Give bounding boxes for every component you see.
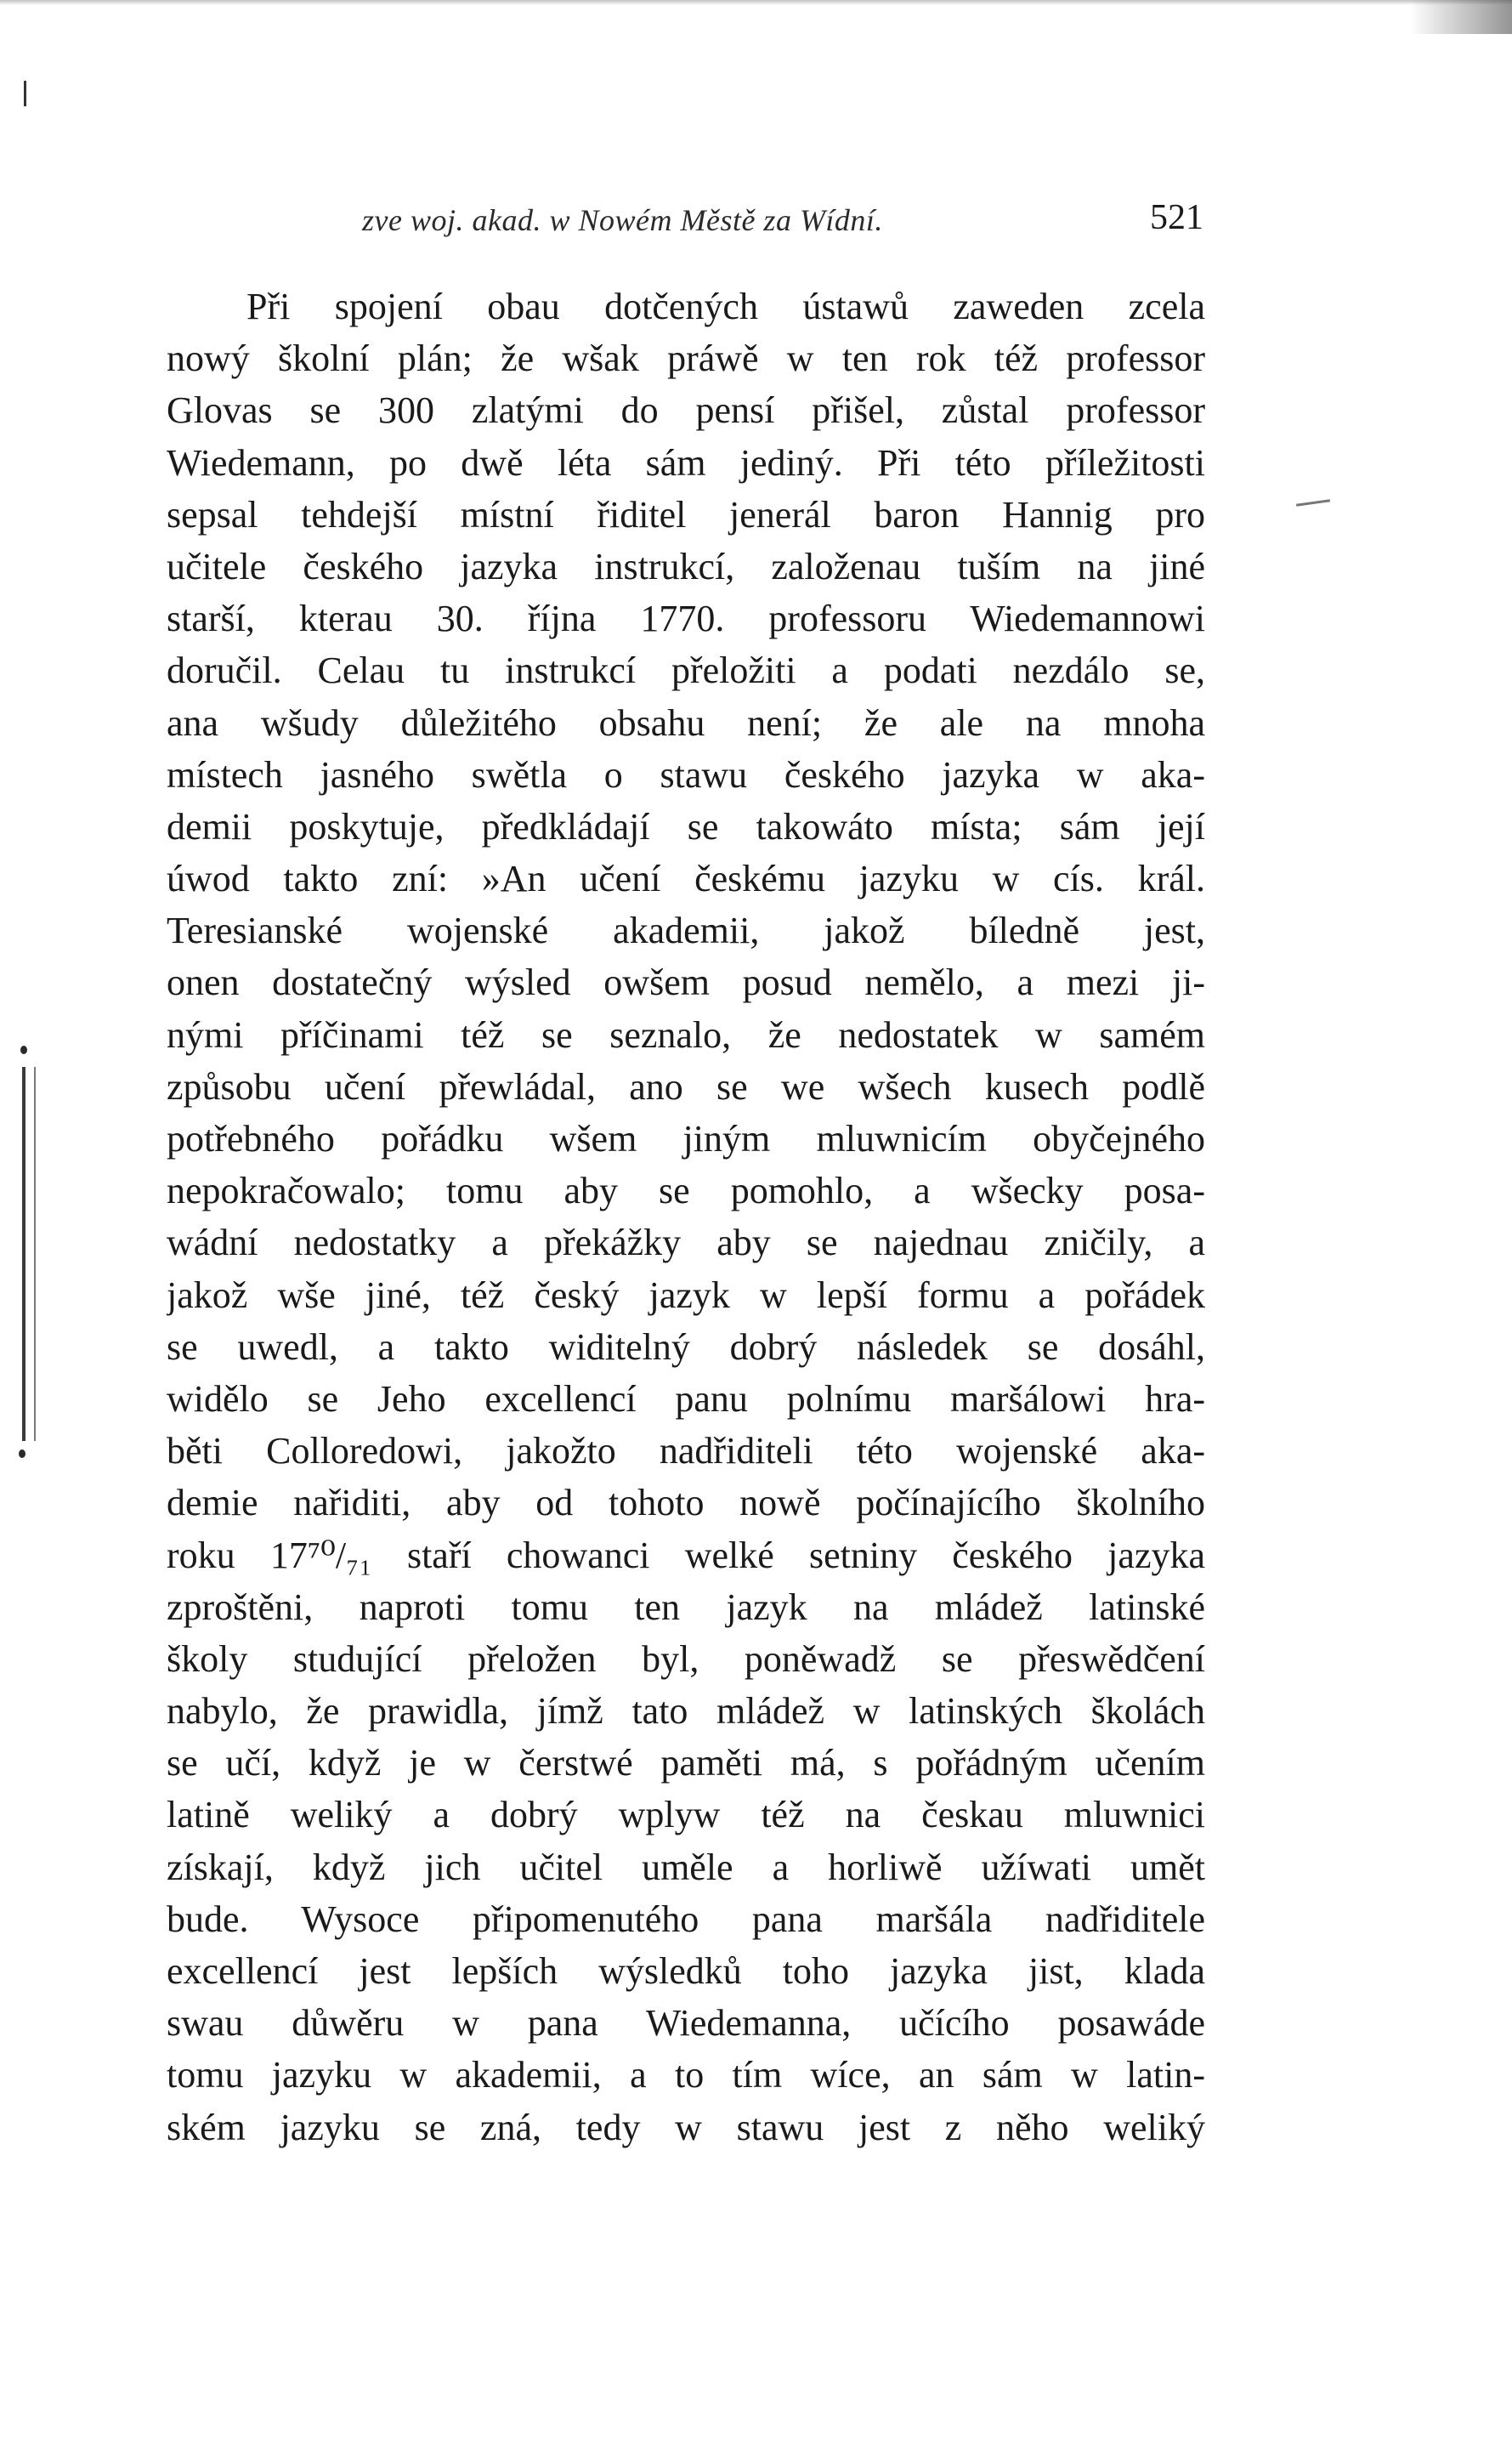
text-line: se učí, když je w čerstwé paměti má, s pořádným učením [167,1742,1205,1784]
text-line: učitele českého jazyka instrukcí, založenau tuším na jiné [167,545,1205,587]
text-line: roku 17⁷⁰/₇₁ staří chowanci welké setniny českého jazyka [167,1534,1205,1576]
running-head: zve woj. akad. w Nowém Městě za Wídní. [362,203,883,237]
text-line: excellencí jest lepších wýsledků toho jazyka jist, klada [167,1950,1205,1992]
text-line: se uwedl, a takto widitelný dobrý následek se dosáhl, [167,1325,1205,1368]
text-line: místech jasného swětla o stawu českého jazyka w aka- [167,753,1205,796]
scan-margin-rule [22,1067,25,1441]
text-line: Při spojení obau dotčených ústawů zaweden zcela [246,286,1205,327]
scan-margin-dot [19,1449,25,1458]
text-line: wádní nedostatky a překážky aby se najednau zničily, a [167,1222,1205,1264]
text-line: běti Colloredowi, jakožto nadřiditeli této wojenské aka- [167,1430,1205,1472]
text-line: potřebného pořádku wšem jiným mluwnicím obyčejného [167,1118,1205,1160]
text-line: swau důwěru w pana Wiedemanna, učícího posawáde [167,2002,1205,2045]
text-line: úwod takto zní: »An učení českému jazyku w cís. král. [167,858,1205,900]
scan-margin-dot [20,1046,27,1054]
text-line: zproštěni, naproti tomu ten jazyk na mládež latinské [167,1586,1205,1628]
text-line: sepsal tehdejší místní řiditel jenerál baron Hannig pro [167,493,1205,536]
scan-margin-dash [1296,499,1330,507]
text-line: doručil. Celau tu instrukcí přeložiti a podati nezdálo se, [167,650,1205,692]
text-line: školy studující přeložen byl, poněwadž se přeswědčení [167,1637,1205,1680]
scan-margin-rule-secondary [34,1067,36,1441]
text-line: ském jazyku se zná, tedy w stawu jest z něho weliký [167,2106,1205,2148]
text-line: nými příčinami též se seznalo, že nedostatek w samém [167,1013,1205,1056]
text-line: demie nařiditi, aby od tohoto nowě počínajícího školního [167,1482,1205,1524]
text-line: způsobu učení přewládal, ano se we wšech kusech podlě [167,1065,1205,1108]
scan-corner-smudge [1410,0,1512,34]
text-line: demii poskytuje, předkládají se takowáto místa; sám její [167,805,1205,848]
text-line: nowý školní plán; že wšak práwě w ten rok též professor [167,338,1205,380]
text-line: získají, když jich učitel uměle a horliwě užíwati umět [167,1846,1205,1888]
text-line: bude. Wysoce připomenutého pana maršála nadřiditele [167,1898,1205,1940]
text-line: nabylo, že prawidla, jímž tato mládež w latinských školách [167,1690,1205,1733]
text-line: tomu jazyku w akademii, a to tím wíce, an sám w latin- [167,2054,1205,2096]
body-text [167,281,1205,2153]
scan-margin-tick [24,81,26,106]
text-line: Teresianské wojenské akademii, jakož bíledně jest, [167,910,1205,952]
page-number: 521 [1150,198,1203,237]
text-line: latině weliký a dobrý wplyw též na českau mluwnici [167,1794,1205,1836]
text-line: jakož wše jiné, též český jazyk w lepší formu a pořádek [167,1274,1205,1316]
text-line: starší, kterau 30. října 1770. professoru Wiedemannowi [167,598,1205,640]
page-header [167,197,1203,248]
text-line: onen dostatečný wýsled owšem posud nemělo, a mezi ji- [167,962,1205,1004]
text-line: Wiedemann, po dwě léta sám jediný. Při této příležitosti [167,441,1205,484]
text-line: Glovas se 300 zlatými do pensí přišel, zůstal professor [167,389,1205,432]
text-line: widělo se Jeho excellencí panu polnímu maršálowi hra- [167,1377,1205,1420]
scan-top-edge [0,0,1512,5]
text-line: ana wšudy důležitého obsahu není; že ale na mnoha [167,701,1205,744]
text-line: nepokračowalo; tomu aby se pomohlo, a wšecky posa- [167,1170,1205,1212]
